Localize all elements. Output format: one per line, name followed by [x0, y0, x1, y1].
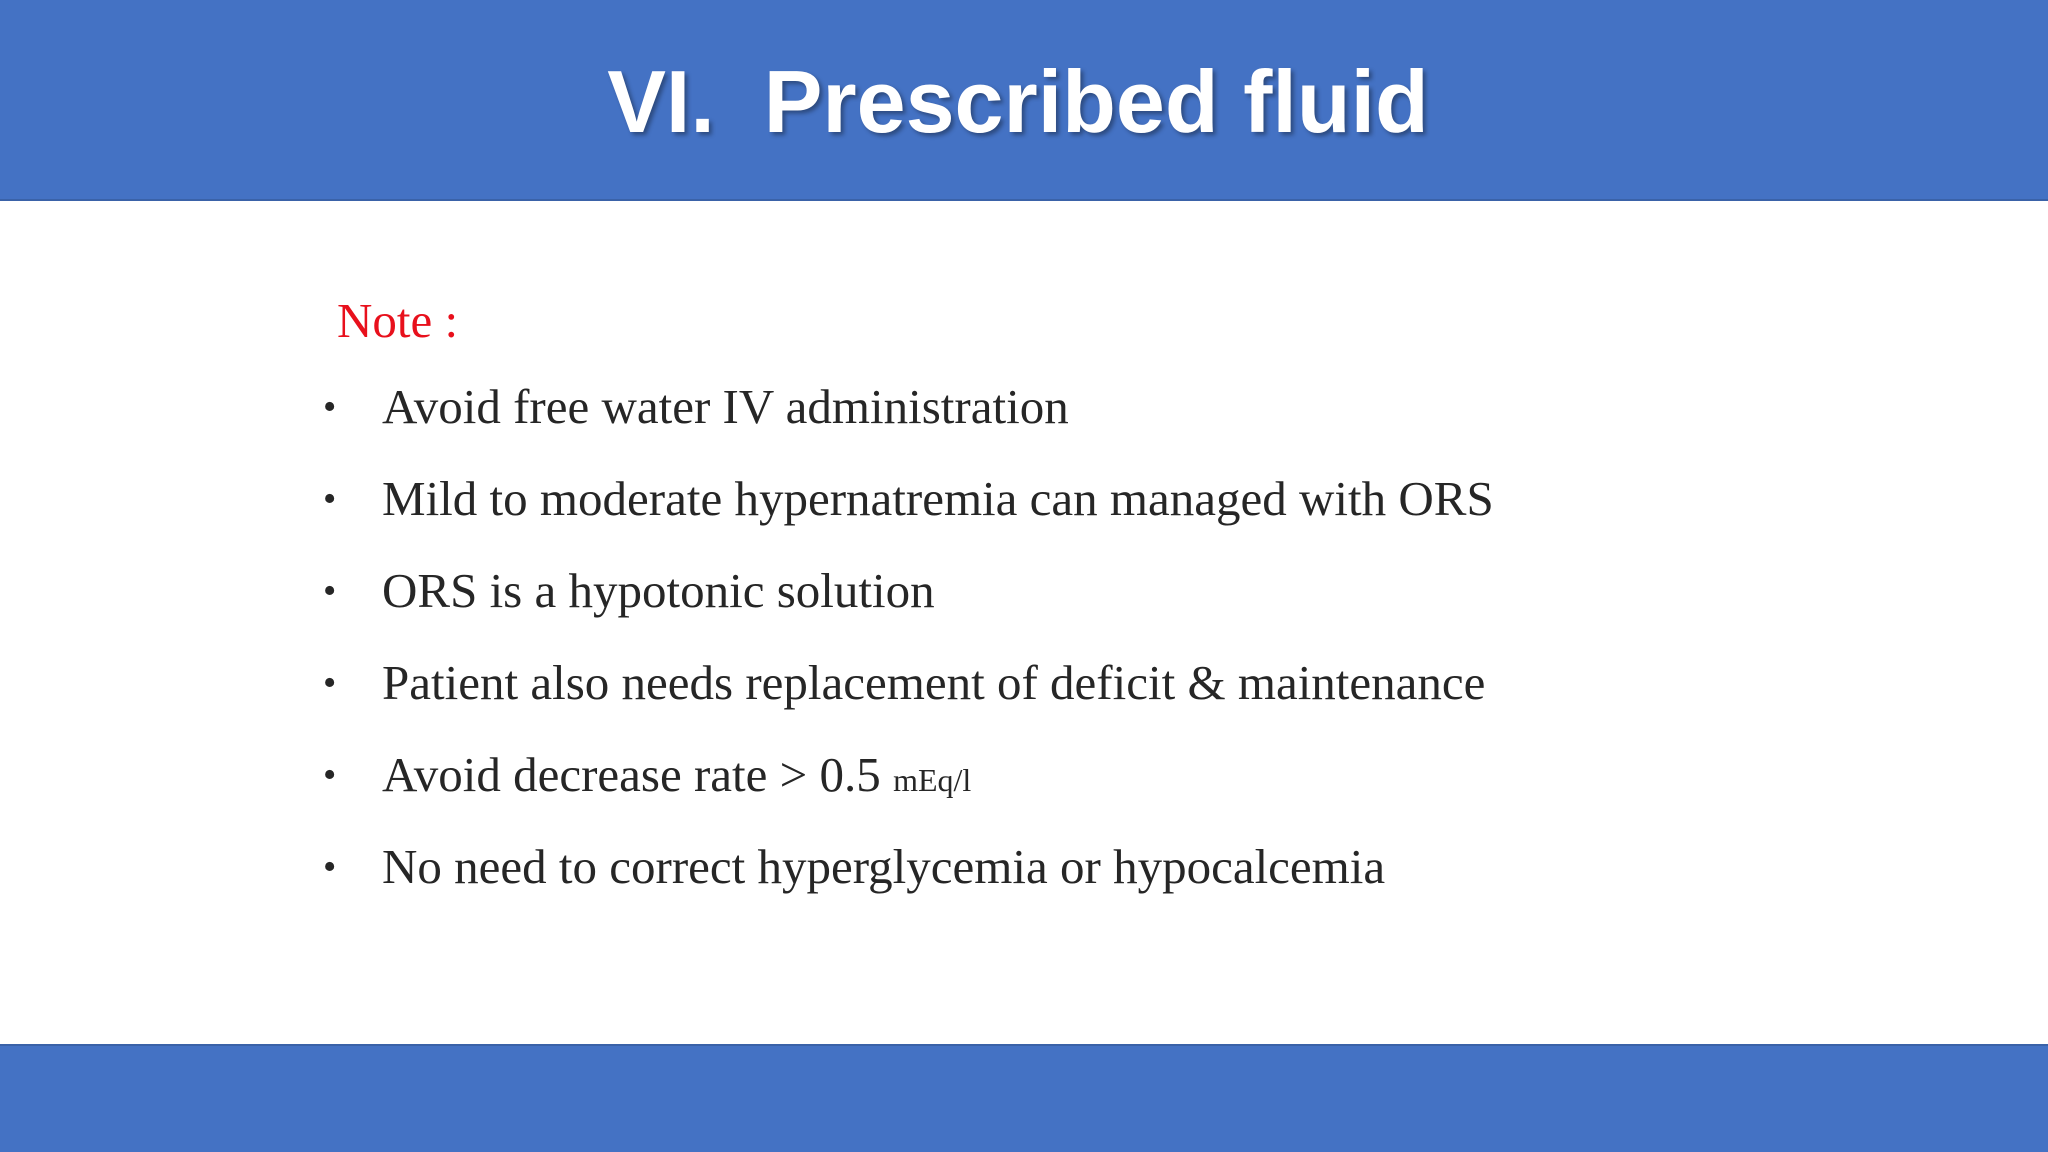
bullet-text: Mild to moderate hypernatremia can managed with ORS [382, 471, 1494, 526]
bullet-marker: • [323, 386, 337, 428]
bullet-text: ORS is a hypotonic solution [382, 563, 935, 618]
bullet-text: Avoid free water IV administration [382, 379, 1069, 434]
bullet-item [0, 745, 1800, 805]
footer-band [0, 1044, 2048, 1152]
bullet-text-with-unit [382, 745, 971, 810]
note-label: Note : [337, 293, 459, 348]
bullet-text: No need to correct hyperglycemia or hypocalcemia [382, 839, 1386, 894]
bullet-marker: • [323, 754, 337, 796]
bullet-item [0, 653, 1800, 713]
bullet-marker: • [323, 478, 337, 520]
bullet-marker: • [323, 662, 337, 704]
bullet-text: Patient also needs replacement of deficit & maintenance [382, 655, 1486, 710]
bullet-text: Avoid decrease rate > 0.5 [382, 747, 894, 802]
unit-label: mEq/l [893, 762, 972, 798]
bullet-marker: • [323, 570, 337, 612]
bullet-item [0, 469, 1800, 529]
bullet-item [0, 561, 1800, 621]
bullet-item [0, 377, 1800, 437]
bullet-item [0, 837, 1800, 897]
slide-title-text: VI. Prescribed fluid [607, 52, 1429, 151]
bullet-marker: • [323, 846, 337, 888]
